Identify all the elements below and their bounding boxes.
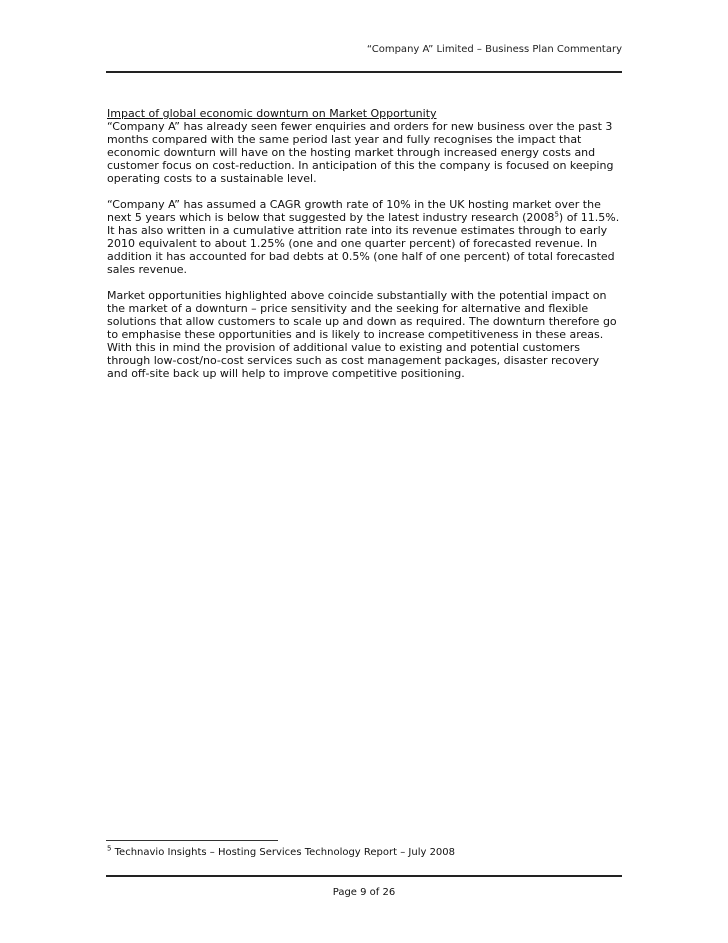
paragraph-cagr-assumption — [107, 198, 622, 276]
footnote-text: Technavio Insights – Hosting Services Technology Report – July 2008 — [111, 847, 456, 858]
header-divider — [106, 71, 622, 73]
running-header: “Company A” Limited – Business Plan Commentary — [366, 44, 622, 55]
footer-divider — [106, 875, 622, 877]
page-number: Page 9 of 26 — [332, 887, 396, 898]
paragraph-downturn-impact: “Company A” has already seen fewer enquiries and orders for new business over the past 3 months compared with the same period last year and fully recognises the impact that economic downturn will have on the hosting market through increased energy costs and customer focus on cost-reduction. In anticipation of this the company is focused on keeping operating costs to a sustainable level. — [107, 120, 614, 185]
footnote-marker: 5 — [107, 844, 112, 853]
footnote-reference[interactable]: 5 — [554, 210, 559, 219]
section-heading: Impact of global economic downturn on Market Opportunity — [107, 107, 437, 120]
paragraph-market-opportunities: Market opportunities highlighted above coincide substantially with the potential impact on the market of a downturn – price sensitivity and the seeking for alternative and flexible solutions that allow customers to scale up and down as required. The downturn therefore go to emphasise these opportunities and is likely to increase competitiveness in these areas. With this in mind the provision of additional value to existing and potential customers through low-cost/no-cost services such as cost management packages, disaster recovery and off-site back up will help to improve competitive positioning. — [107, 289, 617, 380]
body-content — [107, 107, 622, 393]
footnote — [107, 844, 456, 858]
paragraph-cagr-text-2: ) of 11.5%. It has also written in a cumulative attrition rate into its revenue estimates through to early 2010 equivalent to about 1.25% (one and one quarter percent) of forecasted revenue. In addition it has accounted for bad debts at 0.5% (one half of one percent) of total forecasted sales revenue. — [107, 211, 620, 276]
footnote-divider — [106, 840, 278, 841]
paragraph-cagr-text-1: “Company A” has assumed a CAGR growth rate of 10% in the UK hosting market over the next 5 years which is below that suggested by the latest industry research (2008 — [107, 198, 601, 224]
